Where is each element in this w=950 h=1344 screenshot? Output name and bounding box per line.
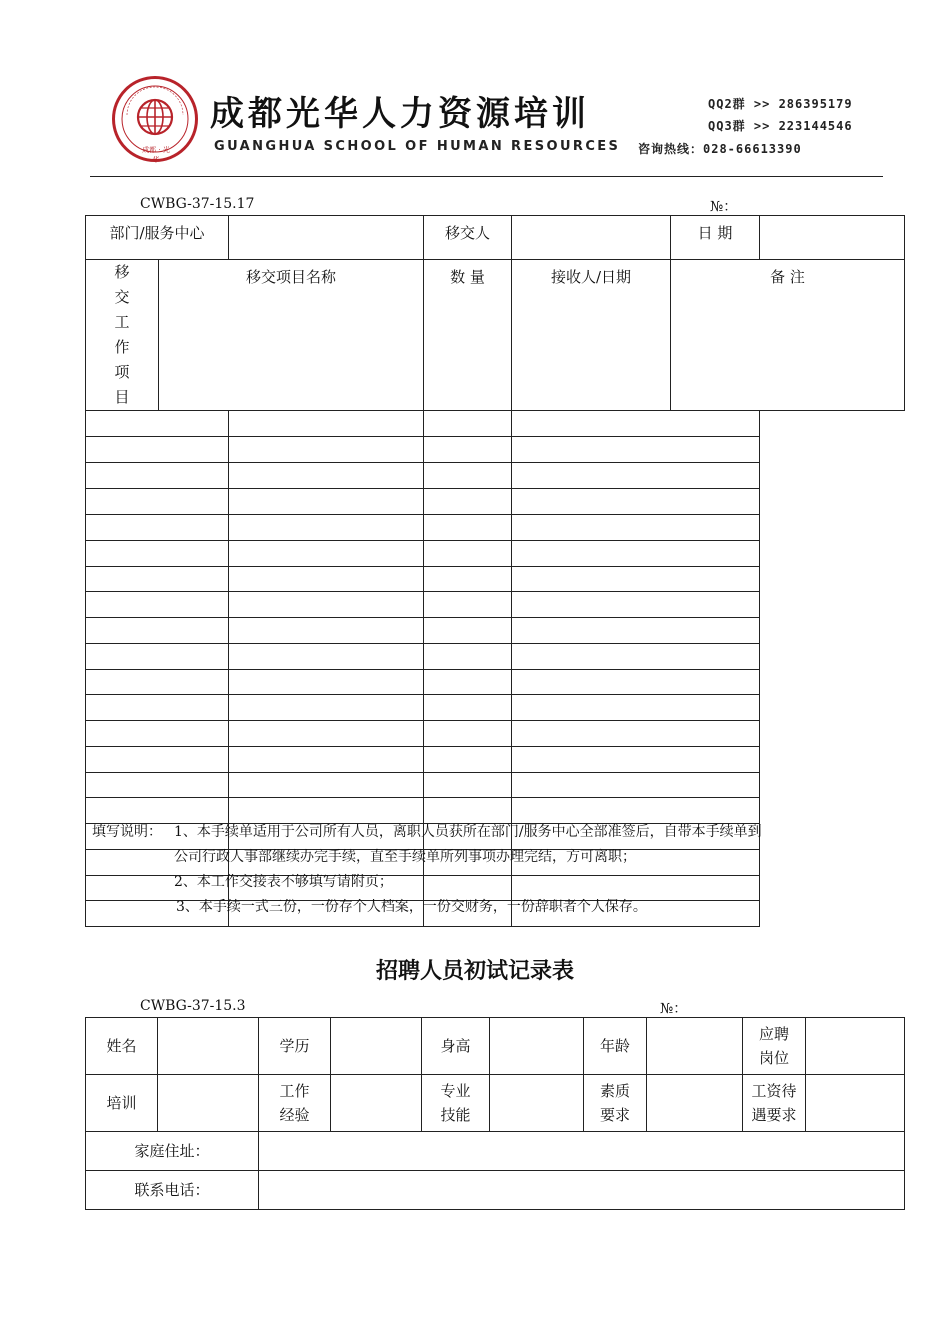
item-name-cell[interactable] — [86, 411, 229, 437]
skill-label-line1: 专业 — [440, 1082, 471, 1100]
skill-label — [422, 1075, 490, 1132]
side-char: 项 — [114, 363, 130, 381]
address-label: 家庭住址： — [86, 1132, 259, 1171]
remarks-cell[interactable] — [512, 721, 760, 747]
item-row — [86, 670, 905, 695]
salary-label-line1: 工资待 — [751, 1082, 797, 1100]
brand-name-english: GUANGHUA SCHOOL OF HUMAN RESOURCES — [214, 139, 621, 154]
receiver-date-cell[interactable] — [424, 644, 512, 670]
training-label: 培训 — [86, 1075, 158, 1132]
item-row — [86, 411, 905, 437]
form2-number-label: №： — [660, 1001, 688, 1017]
item-name-cell[interactable] — [86, 721, 229, 747]
form2-code: CWBG-37-15.3 — [140, 998, 246, 1014]
item-name-cell[interactable] — [86, 773, 229, 798]
brand-name-chinese: 成都光华人力资源培训 — [210, 94, 590, 134]
remarks-cell[interactable] — [512, 644, 760, 670]
item-name-cell[interactable] — [86, 463, 229, 489]
qq3-group: QQ3群 >> 223144546 — [708, 119, 853, 133]
form1-number-label: №： — [710, 199, 738, 215]
remarks-cell[interactable] — [512, 515, 760, 541]
item-row — [86, 773, 905, 798]
remarks-cell[interactable] — [512, 411, 760, 437]
col-remarks: 备 注 — [671, 260, 905, 411]
notes-line-1b: 公司行政人事部继续办完手续，直至手续单所列事项办理完结，方可离职； — [174, 849, 636, 865]
item-row — [86, 515, 905, 541]
item-name-cell[interactable] — [86, 437, 229, 463]
quantity-cell[interactable] — [229, 747, 424, 773]
item-name-cell[interactable] — [86, 567, 229, 592]
position-cell[interactable] — [806, 1018, 905, 1075]
item-name-cell[interactable] — [86, 670, 229, 695]
quantity-cell[interactable] — [229, 644, 424, 670]
item-name-cell[interactable] — [86, 515, 229, 541]
salary-cell[interactable] — [806, 1075, 905, 1132]
height-cell[interactable] — [490, 1018, 584, 1075]
quantity-cell[interactable] — [229, 618, 424, 644]
item-row — [86, 721, 905, 747]
name-cell[interactable] — [158, 1018, 259, 1075]
notes-line-2: 2、本工作交接表不够填写请附页； — [174, 874, 393, 890]
quantity-cell[interactable] — [229, 773, 424, 798]
receiver-date-cell[interactable] — [424, 721, 512, 747]
item-row — [86, 489, 905, 515]
height-label: 身高 — [422, 1018, 490, 1075]
quality-label — [584, 1075, 647, 1132]
work-experience-label — [259, 1075, 331, 1132]
dept-value-cell[interactable] — [229, 216, 424, 260]
quality-label-line1: 素质 — [599, 1082, 630, 1100]
quantity-cell[interactable] — [229, 463, 424, 489]
remarks-cell[interactable] — [512, 567, 760, 592]
education-label: 学历 — [259, 1018, 331, 1075]
hotline: 咨询热线：028-66613390 — [638, 142, 802, 156]
notes-prefix: 填写说明： — [92, 824, 162, 840]
quantity-cell[interactable] — [229, 567, 424, 592]
item-row — [86, 618, 905, 644]
item-row — [86, 567, 905, 592]
date-cell[interactable] — [760, 216, 905, 260]
header-divider — [90, 176, 883, 177]
work-label-line1: 工作 — [279, 1082, 310, 1100]
item-row — [86, 437, 905, 463]
position-label-line2: 岗位 — [758, 1049, 789, 1067]
phone-label: 联系电话： — [86, 1171, 259, 1210]
handover-person-label: 移交人 — [424, 216, 512, 260]
form2-title: 招聘人员初试记录表 — [375, 959, 574, 984]
item-name-cell[interactable] — [86, 489, 229, 515]
quantity-cell[interactable] — [229, 592, 424, 618]
receiver-date-cell[interactable] — [424, 592, 512, 618]
receiver-date-cell[interactable] — [424, 747, 512, 773]
handover-items-side-label — [86, 260, 159, 411]
dept-label: 部门/服务中心 — [86, 216, 229, 260]
remarks-cell[interactable] — [512, 695, 760, 721]
receiver-date-cell[interactable] — [424, 463, 512, 489]
remarks-cell[interactable] — [512, 618, 760, 644]
remarks-cell[interactable] — [512, 747, 760, 773]
interview-table — [85, 1017, 905, 1210]
item-row — [86, 541, 905, 567]
receiver-date-cell[interactable] — [424, 489, 512, 515]
receiver-date-cell[interactable] — [424, 411, 512, 437]
quantity-cell[interactable] — [229, 541, 424, 567]
item-name-cell[interactable] — [86, 644, 229, 670]
receiver-date-cell[interactable] — [424, 670, 512, 695]
remarks-cell[interactable] — [512, 489, 760, 515]
quantity-cell[interactable] — [229, 721, 424, 747]
item-name-cell[interactable] — [86, 695, 229, 721]
notes-line-1a: 1、本手续单适用于公司所有人员，离职人员获所在部门/服务中心全部准签后，自带本手续单到 — [174, 824, 762, 840]
col-quantity: 数 量 — [424, 260, 512, 411]
receiver-date-cell[interactable] — [424, 437, 512, 463]
side-char: 目 — [114, 388, 130, 406]
skill-label-line2: 技能 — [440, 1106, 471, 1124]
item-name-cell[interactable] — [86, 592, 229, 618]
education-cell[interactable] — [331, 1018, 422, 1075]
quantity-cell[interactable] — [229, 515, 424, 541]
item-row — [86, 747, 905, 773]
receiver-date-cell[interactable] — [424, 541, 512, 567]
remarks-cell[interactable] — [512, 592, 760, 618]
item-name-cell[interactable] — [86, 618, 229, 644]
quantity-cell[interactable] — [229, 670, 424, 695]
quantity-cell[interactable] — [229, 695, 424, 721]
remarks-cell[interactable] — [512, 463, 760, 489]
age-cell[interactable] — [647, 1018, 743, 1075]
quantity-cell[interactable] — [229, 489, 424, 515]
side-char: 工 — [114, 313, 130, 331]
receiver-date-cell[interactable] — [424, 618, 512, 644]
item-name-cell[interactable] — [86, 747, 229, 773]
quantity-cell[interactable] — [229, 437, 424, 463]
qq2-group: QQ2群 >> 286395179 — [708, 97, 853, 111]
salary-label — [743, 1075, 806, 1132]
remarks-cell[interactable] — [512, 541, 760, 567]
position-label — [743, 1018, 806, 1075]
receiver-date-cell[interactable] — [424, 567, 512, 592]
receiver-date-cell[interactable] — [424, 515, 512, 541]
receiver-date-cell[interactable] — [424, 695, 512, 721]
form1-code: CWBG-37-15.17 — [140, 196, 255, 212]
training-cell[interactable] — [158, 1075, 259, 1132]
age-label: 年龄 — [584, 1018, 647, 1075]
seal-bottom-text: 成都 · 光华 — [142, 146, 170, 164]
work-experience-cell[interactable] — [331, 1075, 422, 1132]
side-char: 移 — [114, 263, 130, 281]
address-cell[interactable] — [259, 1132, 905, 1171]
receiver-date-cell[interactable] — [424, 773, 512, 798]
col-receiver-date: 接收人/日期 — [512, 260, 671, 411]
name-label: 姓名 — [86, 1018, 158, 1075]
notes-line-3: 3、本手续一式三份，一份存个人档案，一份交财务，一份辞职者个人保存。 — [176, 899, 647, 915]
col-item-name: 移交项目名称 — [159, 260, 424, 411]
quality-cell[interactable] — [647, 1075, 743, 1132]
side-char: 交 — [114, 288, 130, 306]
position-label-line1: 应聘 — [758, 1025, 789, 1043]
item-row — [86, 695, 905, 721]
remarks-cell[interactable] — [512, 670, 760, 695]
phone-cell[interactable] — [259, 1171, 905, 1210]
remarks-cell[interactable] — [512, 437, 760, 463]
quality-label-line2: 要求 — [599, 1106, 630, 1124]
handover-person-cell[interactable] — [512, 216, 671, 260]
item-row — [86, 644, 905, 670]
item-row — [86, 463, 905, 489]
date-label: 日 期 — [671, 216, 760, 260]
remarks-cell[interactable] — [512, 773, 760, 798]
skill-cell[interactable] — [490, 1075, 584, 1132]
work-label-line2: 经验 — [279, 1106, 310, 1124]
side-char: 作 — [114, 338, 130, 356]
salary-label-line2: 遇要求 — [751, 1106, 797, 1124]
item-row — [86, 592, 905, 618]
quantity-cell[interactable] — [229, 411, 424, 437]
item-name-cell[interactable] — [86, 541, 229, 567]
